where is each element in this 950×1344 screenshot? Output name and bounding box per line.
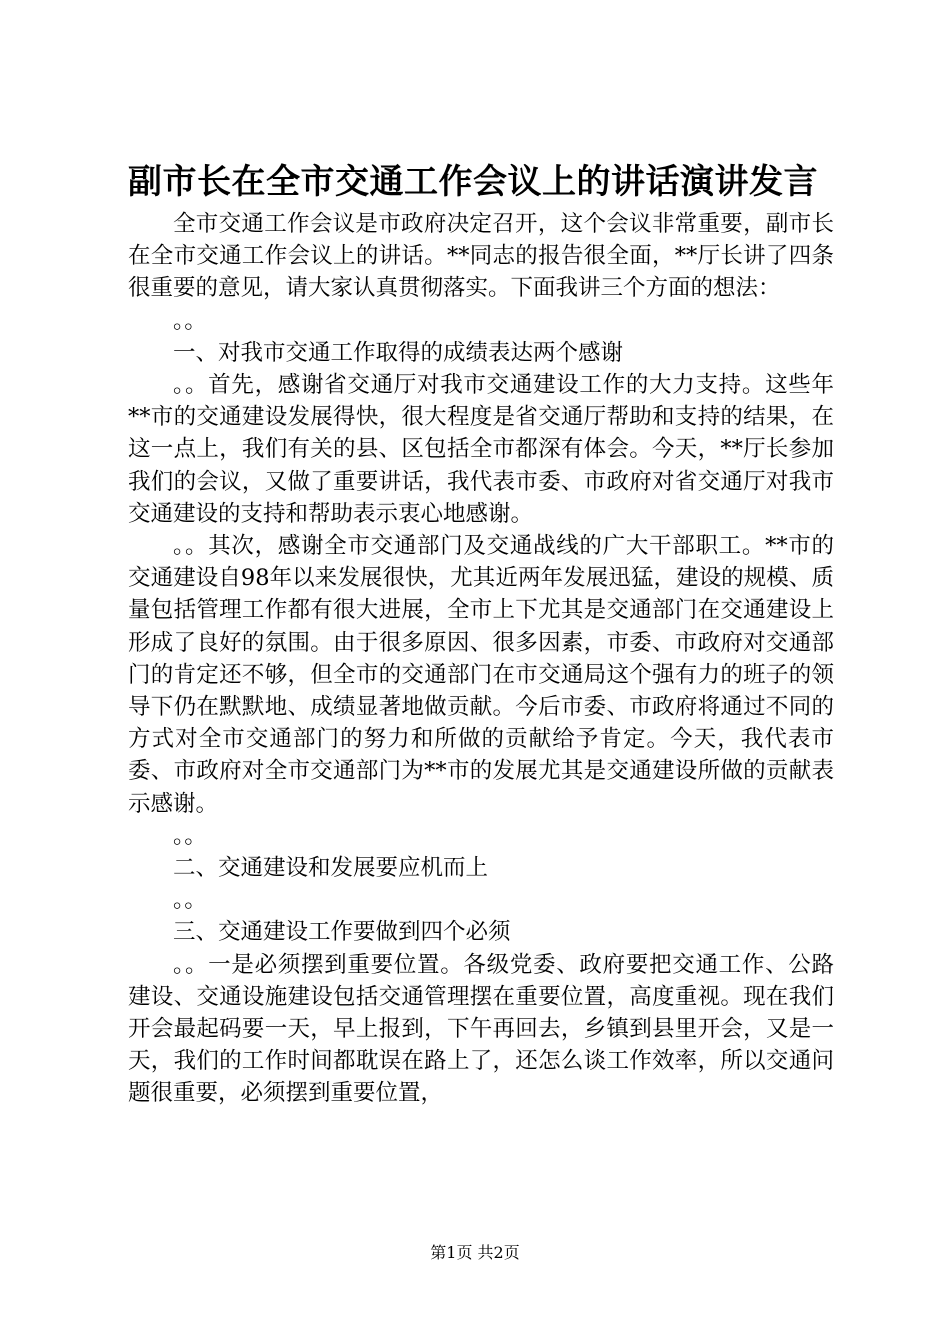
section-heading-2: 二、交通建设和发展要应机而上 <box>173 855 489 882</box>
document-title: 副市长在全市交通工作会议上的讲话演讲发言 <box>128 162 818 202</box>
section-heading-3: 三、交通建设工作要做到四个必须 <box>173 919 511 946</box>
paragraph-intro: 全市交通工作会议是市政府决定召开，这个会议非常重要，副市长在全市交通工作会议上的讲话。**同志的报告很全面，**厅长讲了四条很重要的意见，请大家认真贯彻落实。下面我讲三个方面的想法： <box>128 211 834 302</box>
paragraph-separator: 。。 <box>173 887 207 914</box>
paragraph-thanks-staff: 。。其次，感谢全市交通部门及交通战线的广大干部职工。**市的交通建设自98年以来发展很快，尤其近两年发展迅猛，建设的规模、质量包括管理工作都有很大进展，全市上下尤其是交通部门在交通建设上形成了良好的氛围。由于很多原因、很多因素，市委、市政府对交通部门的肯定还不够，但全市的交通部门在市交通局这个强有力的班子的领导下仍在默默地、成绩显著地做贡献。今后市委、市政府将通过不同的方式对全市交通部门的努力和所做的贡献给予肯定。今天，我代表市委、市政府对全市交通部门为**市的发展尤其是交通建设所做的贡献表示感谢。 <box>128 533 834 817</box>
paragraph-separator: 。。 <box>173 822 207 849</box>
paragraph-thanks-province: 。。首先，感谢省交通厅对我市交通建设工作的大力支持。这些年**市的交通建设发展得快，很大程度是省交通厅帮助和支持的结果，在这一点上，我们有关的县、区包括全市都深有体会。今天，**厅长参加我们的会议，又做了重要讲话，我代表市委、市政府对省交通厅对我市交通建设的支持和帮助表示衷心地感谢。 <box>128 372 834 527</box>
paragraph-first-must: 。。一是必须摆到重要位置。各级党委、政府要把交通工作、公路建设、交通设施建设包括交通管理摆在重要位置，高度重视。现在我们开会最起码要一天，早上报到，下午再回去，乡镇到县里开会，又是一天，我们的工作时间都耽误在路上了，还怎么谈工作效率，所以交通问题很重要，必须摆到重要位置， <box>128 951 834 1107</box>
paragraph-separator: 。。 <box>173 307 207 334</box>
page-footer: 第1页 共2页 <box>430 1243 520 1262</box>
document-body <box>128 208 834 1110</box>
section-heading-1: 一、对我市交通工作取得的成绩表达两个感谢 <box>173 339 624 366</box>
